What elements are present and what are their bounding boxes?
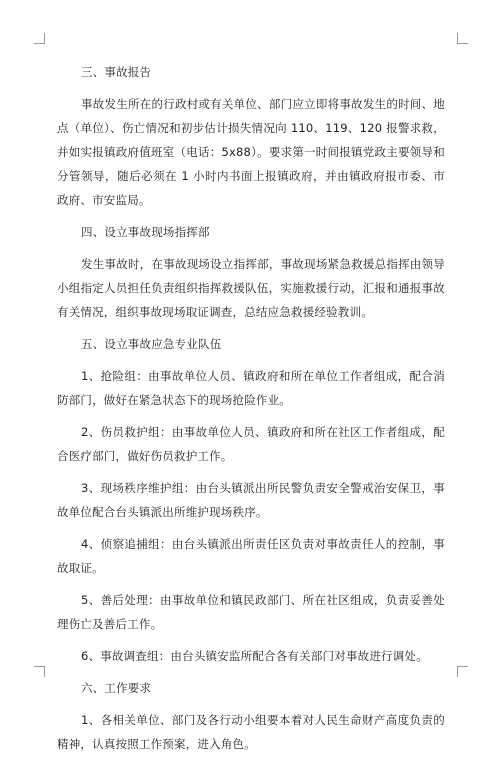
crop-mark-bottom-right	[457, 666, 468, 677]
section-heading-incident-report: 三、事故报告	[81, 65, 152, 79]
crop-mark-bottom-left	[34, 666, 45, 677]
paragraph-command-post: 发生事故时，在事故现场设立指挥部，事故现场紧急救援总指挥由领导小组指定人员担任负责组织指挥救援队伍，实施救援行动，汇报和通报事故有关情况，组织事故现场取证调查，总结应急救援经验教训。	[57, 257, 445, 319]
list-item-survey-team: 6、事故调查组：由台头镇安监所配合各有关部门对事故进行调处。	[81, 649, 428, 663]
list-item-investigation-team: 4、侦察追捕组：由台头镇派出所责任区负责对事故责任人的控制，事故取证。	[57, 537, 445, 575]
list-item-aftermath-team: 5、善后处理：由事故单位和镇民政部门、所在社区组成，负责妥善处理伤亡及善后工作。	[57, 593, 445, 631]
crop-mark-top-right	[457, 33, 468, 44]
section-heading-work-requirements: 六、工作要求	[81, 681, 152, 695]
paragraph-incident-report: 事故发生所在的行政村或有关单位、部门应立即将事故发生的时间、地点（单位）、伤亡情况和初步估计损失情况向 110、119、120 报警求救，并如实报镇政府值班室（电话：5x88）。要求第一时间报镇党政主要领导和分管领导，随后必须在 1 小时内书面上报镇政府，并由镇政府报市委、市政府、市安监局。	[57, 97, 445, 207]
section-heading-command-post: 四、设立事故现场指挥部	[81, 225, 210, 239]
crop-mark-top-left	[34, 33, 45, 44]
list-item-medical-team: 2、伤员救护组：由事故单位人员、镇政府和所在社区工作者组成，配合医疗部门，做好伤员救护工作。	[57, 425, 445, 463]
list-item-order-team: 3、现场秩序维护组：由台头镇派出所民警负责安全警戒治安保卫，事故单位配合台头镇派出所维护现场秩序。	[57, 481, 445, 519]
list-item-rescue-team: 1、抢险组：由事故单位人员、镇政府和所在单位工作者组成，配合消防部门，做好在紧急状态下的现场抢险作业。	[57, 369, 445, 407]
section-heading-emergency-teams: 五、设立事故应急专业队伍	[81, 337, 222, 351]
document-body	[57, 60, 445, 764]
list-item-requirement-1: 1、各相关单位、部门及各行动小组要本着对人民生命财产高度负责的精神，认真按照工作预案，进入角色。	[57, 713, 445, 751]
